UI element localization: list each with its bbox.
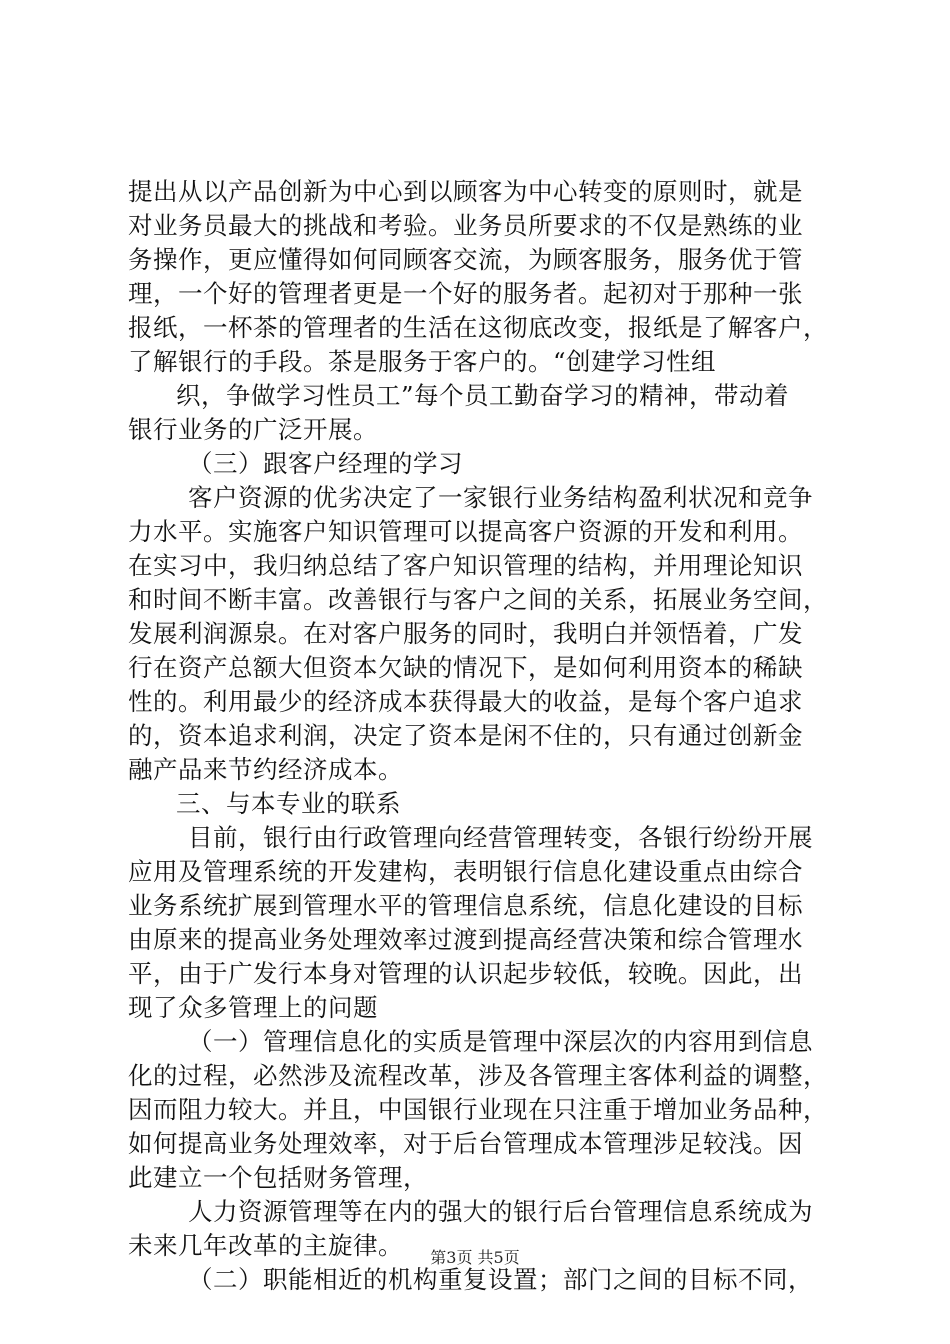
text-line: 提出从以产品创新为中心到以顾客为中心转变的原则时，就是 xyxy=(128,177,803,206)
text-line: 务操作，更应懂得如何同顾客交流，为顾客服务，服务优于管 xyxy=(128,245,803,274)
text-line: 如何提高业务处理效率，对于后台管理成本管理涉足较浅。因 xyxy=(128,1129,803,1158)
text-line: 由原来的提高业务处理效率过渡到提高经营决策和综合管理水 xyxy=(128,925,803,954)
text-line: 织，争做学习性员工”每个员工勤奋学习的精神，带动着 xyxy=(176,381,790,410)
page-number-footer: 第3页 共5页 xyxy=(430,1248,520,1267)
text-line: 业务系统扩展到管理水平的管理信息系统，信息化建设的目标 xyxy=(128,891,803,920)
section-heading: 三、与本专业的联系 xyxy=(176,789,401,818)
text-line: 融产品来节约经济成本。 xyxy=(128,755,403,784)
text-line: 理，一个好的管理者更是一个好的服务者。起初对于那种一张 xyxy=(128,279,803,308)
text-line: 化的过程，必然涉及流程改革，涉及各管理主客体利益的调整， xyxy=(128,1061,828,1090)
text-line: 对业务员最大的挑战和考验。业务员所要求的不仅是熟练的业 xyxy=(128,211,803,240)
text-line: （二）职能相近的机构重复设置；部门之间的目标不同， xyxy=(188,1265,813,1294)
text-line: （一）管理信息化的实质是管理中深层次的内容用到信息 xyxy=(188,1027,813,1056)
text-line: 客户资源的优劣决定了一家银行业务结构盈利状况和竞争 xyxy=(188,483,813,512)
text-line: 现了众多管理上的问题 xyxy=(128,993,378,1022)
text-line: 银行业务的广泛开展。 xyxy=(128,415,378,444)
text-line: 发展利润源泉。在对客户服务的同时，我明白并领悟着，广发 xyxy=(128,619,803,648)
text-line: 性的。利用最少的经济成本获得最大的收益，是每个客户追求 xyxy=(128,687,803,716)
text-line: 报纸，一杯茶的管理者的生活在这彻底改变，报纸是了解客户， xyxy=(128,313,828,342)
text-line: 因而阻力较大。并且，中国银行业现在只注重于增加业务品种， xyxy=(128,1095,828,1124)
text-line: 的，资本追求利润，决定了资本是闲不住的，只有通过创新金 xyxy=(128,721,803,750)
text-line: 和时间不断丰富。改善银行与客户之间的关系，拓展业务空间， xyxy=(128,585,828,614)
text-line: 在实习中，我归纳总结了客户知识管理的结构，并用理论知识 xyxy=(128,551,803,580)
text-line: 此建立一个包括财务管理， xyxy=(128,1163,428,1192)
section-heading: （三）跟客户经理的学习 xyxy=(188,449,463,478)
body-text xyxy=(128,175,848,1297)
text-line: 应用及管理系统的开发建构，表明银行信息化建设重点由综合 xyxy=(128,857,803,886)
text-line: 目前，银行由行政管理向经营管理转变，各银行纷纷开展 xyxy=(188,823,813,852)
text-line: 行在资产总额大但资本欠缺的情况下，是如何利用资本的稀缺 xyxy=(128,653,803,682)
text-line: 人力资源管理等在内的强大的银行后台管理信息系统成为 xyxy=(188,1197,813,1226)
text-line: 力水平。实施客户知识管理可以提高客户资源的开发和利用。 xyxy=(128,517,803,546)
text-line: 平，由于广发行本身对管理的认识起步较低，较晚。因此，出 xyxy=(128,959,803,988)
text-line: 了解银行的手段。茶是服务于客户的。“创建学习性组 xyxy=(128,347,717,376)
text-line: 未来几年改革的主旋律。 xyxy=(128,1231,403,1260)
